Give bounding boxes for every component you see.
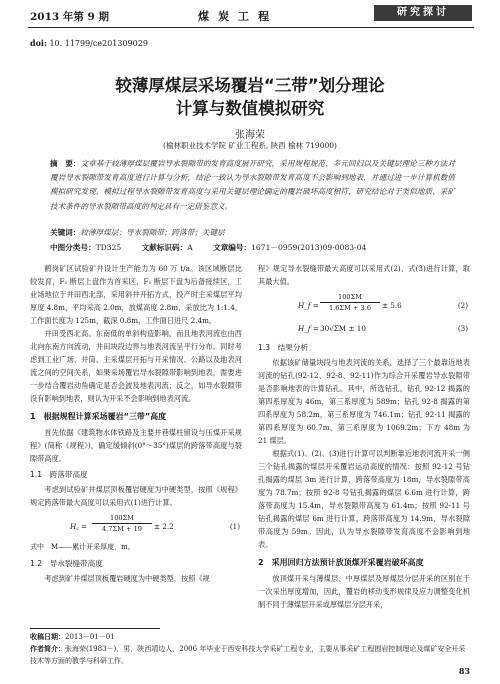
equation-2 <box>258 291 470 317</box>
subsection-heading: 1.1 跨落带高度 <box>30 470 88 479</box>
article-no-value: 1671－0959(2013)09-0083-04 <box>251 243 367 252</box>
section-heading: 1 根据规程计算采场覆岩“三带”高度 <box>30 412 167 421</box>
paragraph: 考虑到试验矿井煤层顶板覆岩硬度为中硬类型，按照《规程》规定跨落带最大高度可以采用式(1)进行计算。 <box>30 485 242 507</box>
header-rule <box>28 27 474 28</box>
classification-line <box>50 242 470 253</box>
paragraph: 程》规定导水裂缝带最大高度可以采用式(2)、式(3)进行计算，取其最大值。 <box>258 264 470 286</box>
equation-number: (2) <box>457 301 468 310</box>
clc-value: TD325 <box>95 243 122 252</box>
article-no-label: 文章编号： <box>213 243 252 252</box>
equation-rhs: 30√ΣM ± 10 <box>320 324 366 333</box>
left-column <box>30 262 242 585</box>
equation-lhs: H_f = <box>298 301 319 310</box>
journal-name: 煤炭工程 <box>198 10 278 23</box>
author-affiliation: (榆林职业技术学院 矿业工程系, 陕西 榆林 719000) <box>163 141 337 150</box>
paragraph: 依据该矿储量块段与地表河流的关系，选择了三个最靠近地表河流的钻孔(92-12、92-8、92-11)作为综合开采覆岩导水裂隙带是否影响地表的计算钻孔。其中，所选钻孔，钻孔 92-12 揭露的第四系厚度为 46m，第三系厚度为 589m；钻孔 92-8 揭露的第四系厚度为 58.2m，第三系厚度为 746.1m；钻孔 92-11 揭露的第四系厚度为 60.7m，第三系厚度为 1069.2m；下方 48m 为 21 煤层。 <box>258 358 470 445</box>
doc-code-value: A <box>187 243 193 252</box>
keywords <box>50 227 470 238</box>
clc-label: 中图分类号： <box>50 243 96 252</box>
paragraph: 井田受西北高、东南低的单斜构造影响，而且地表河流也由西北向东南方向流动，井田块段边界与地表河流呈平行分布。同时考虑到工业广场、井筒、主采煤层开拓与开采情况、公路以及地表河流之间的空间关系，如果采场覆岩导水裂隙带影响到地表，需要进一步结合覆岩动角确定是否会波及地表河流；反之，如导水裂隙带没有影响到地表，则认为开采不会影响到地表河流。 <box>30 329 242 403</box>
author-bio <box>30 643 470 667</box>
keywords-text: 较薄厚煤层；导水裂隙带；跨落带；关键层 <box>80 228 225 237</box>
equation-1 <box>30 512 242 538</box>
equation-number: (1) <box>229 522 240 531</box>
equation-number: (3) <box>457 324 468 333</box>
paragraph: 根据式(1)、(2)、(3)进行计算可以判断靠近地表河流开采一侧三个钻孔揭露的煤层开采覆岩运动高度的情况：按照 92-12 号钻孔揭露的煤层 3m 进行计算，跨落带高度为 18m，导水裂隙带高度为 78.7m；按照 92-8 号钻孔揭露的煤层 6.6m 进行计算，跨落带高度为 15.4m，导水裂隙带高度为 61.4m；按照 92-11 号钻孔揭露的煤层 6m 进行计算，跨落带高度为 14.9m，导水裂隙带高度为 59m。因此，认为导水裂隙带发育高度不会影响到地表。 <box>258 449 470 549</box>
equation-lhs: H꜀ = <box>70 522 88 531</box>
subsection-heading: 1.3 结果分析 <box>258 343 309 352</box>
equation-lhs: H_f = <box>298 324 319 333</box>
abstract-label: 摘 要： <box>50 159 81 168</box>
page-header <box>0 0 500 28</box>
received-date <box>30 631 470 643</box>
subsection-heading: 1.2 导水裂缝带高度 <box>30 559 103 568</box>
doi-value: 10. 11799/ce201309029 <box>49 39 148 48</box>
equation-numerator: 100ΣM <box>320 292 380 303</box>
page-number: 83 <box>458 666 470 676</box>
footnote-rule <box>30 628 160 629</box>
author-bio-label: 作者简介： <box>30 645 65 653</box>
author-name: 张海荣 <box>235 130 265 141</box>
footnote <box>30 631 470 667</box>
equation-3 <box>258 320 470 337</box>
abstract <box>50 157 455 214</box>
equation-term: ± 5.6 <box>382 301 402 310</box>
equation-where: 式中 M——累计开采厚度，m。 <box>30 543 135 551</box>
equation-term: ± 2.2 <box>154 522 174 531</box>
paragraph: 鹤岗矿区试验矿井设计生产能力为 60 万 t/a。该区域断层比较发育，F₁ 断层上盘作为首采区，F₁ 断层下盘为后备接续区，工业场地位于井田西北部，采用斜井开拓方式，投产时主采煤层平均厚度 4.8m，平均采高 2.0m，放煤高度 2.8m，采放比为 1:1.4，工作面长度为 125m，截深 0.8m，工作面日进尺 2.4m。 <box>30 264 242 325</box>
equation-denominator: 4.7ΣM + 19 <box>101 525 142 533</box>
paragraph: 放顶煤开采与薄煤层、中厚煤层及厚煤层分层开采的区别在于一次采出厚度增加，因此，覆岩的移动变形规律及应力调整变化机制不同于薄煤层开采或厚煤层分层开采， <box>258 574 470 609</box>
received-value: 2013－01－01 <box>65 633 115 641</box>
section-heading: 2 采用回归方法预计放顶煤开采覆岩破坏高度 <box>258 558 424 567</box>
received-label: 收稿日期： <box>30 633 65 641</box>
doi-line <box>30 38 148 48</box>
doi-label: doi: <box>30 38 47 48</box>
issue-label: 2013 年第 9 期 <box>30 11 109 23</box>
abstract-text: 文章基于较薄厚煤层覆岩导水裂隙带的发育高度展开研究，采用规程规范、多元回归以及关键层理论三种方法对覆岩导水裂隙带发育高度进行计算与分析，结论一致认为导水裂隙带发育高度不会影响到地表，并通过进一步计算机数值模拟研究发现，模拟过程导水裂隙带发育高度与采用关键层理论确定的覆岩破坏高度相符，研究结论对于类似地质、采矿技术条件的导水裂隙带高度的判定具有一定借鉴意义。 <box>50 159 456 211</box>
article-title-line1: 较薄厚煤层采场覆岩“三带”划分理论 <box>115 76 385 95</box>
equation-numerator: 100ΣM <box>92 513 152 524</box>
equation-denominator: 1.6ΣM + 3.6 <box>328 304 372 312</box>
right-column <box>258 262 470 611</box>
equation-fraction <box>92 513 152 534</box>
paragraph: 首先依据《建筑物水体铁路及主要井巷煤柱留设与压煤开采规程》(简称《规程》)，确定缓倾斜(0°～35°)煤层的跨落带高度与裂隙带高度。 <box>30 428 242 463</box>
paragraph: 考虑到矿井煤层顶板覆岩硬度为中硬类型，按照《规 <box>44 574 210 583</box>
article-title-line2: 计算与数值模拟研究 <box>175 99 325 118</box>
author-bio-text: 张海荣(1983－)，男，陕西靖边人，2006 年毕业于西安科技大学采矿工程专业，主要从事采矿工程围岩控制理论及煤矿安全开采技术等方面的教学与科研工作。 <box>30 645 466 665</box>
equation-fraction <box>320 292 380 313</box>
doc-code-label: 文献标识码： <box>141 243 188 252</box>
keywords-label: 关键词： <box>50 228 81 237</box>
section-badge: 研究探讨 <box>374 5 472 21</box>
